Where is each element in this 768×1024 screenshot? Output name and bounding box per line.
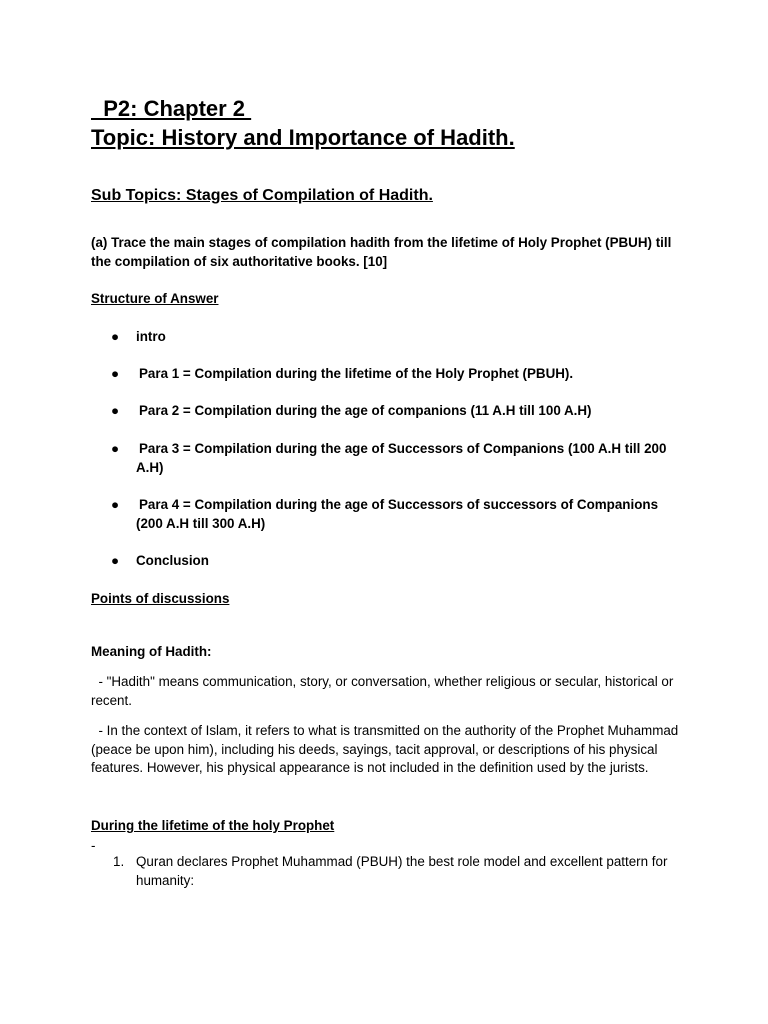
chapter-title: P2: Chapter 2	[91, 96, 252, 121]
structure-item-text: Conclusion	[136, 553, 209, 568]
bullet-icon: ●	[111, 329, 120, 344]
numbered-item	[113, 853, 681, 890]
bullet-icon: ●	[111, 441, 120, 456]
structure-item-text: intro	[136, 329, 166, 344]
bullet-icon: ●	[111, 366, 120, 381]
question-text: (a) Trace the main stages of compilation hadith from the lifetime of Holy Prophet (PBUH) till the compilation of six authoritative books. [10]	[91, 235, 672, 269]
structure-item-text: Para 3 = Compilation during the age of Successors of Companions (100 A.H till 200 A.H)	[136, 441, 667, 475]
structure-item	[111, 327, 681, 346]
item-number: 1.	[113, 854, 125, 869]
structure-item-text: Para 2 = Compilation during the age of companions (11 A.H till 100 A.H)	[139, 403, 592, 418]
bullet-icon: ●	[111, 403, 120, 418]
meaning-paragraph: - "Hadith" means communication, story, or conversation, whether religious or secular, historical or recent.	[91, 674, 678, 708]
structure-item	[111, 364, 681, 383]
structure-item	[111, 551, 681, 570]
item-text: Quran declares Prophet Muhammad (PBUH) the best role model and excellent pattern for humanity:	[136, 854, 668, 888]
meaning-heading: Meaning of Hadith:	[91, 644, 212, 659]
meaning-paragraph: - In the context of Islam, it refers to what is transmitted on the authority of the Prophet Muhammad (peace be upon him), including his deeds, sayings, tacit approval, or descriptions of his physical features. However, his physical appearance is not included in the definition used by the jurists.	[91, 723, 682, 775]
bullet-icon: ●	[111, 553, 120, 568]
sub-topics-heading: Sub Topics: Stages of Compilation of Hadith.	[91, 187, 433, 204]
structure-item-text: Para 4 = Compilation during the age of Successors of successors of Companions (200 A.H till 300 A.H)	[136, 497, 659, 531]
structure-item-text: Para 1 = Compilation during the lifetime of the Holy Prophet (PBUH).	[139, 366, 574, 381]
lifetime-heading: During the lifetime of the holy Prophet	[91, 818, 335, 833]
topic-title: Topic: History and Importance of Hadith.	[91, 125, 515, 150]
structure-item	[111, 401, 681, 420]
structure-item	[111, 495, 681, 533]
bullet-icon: ●	[111, 497, 120, 512]
dash-mark: -	[91, 838, 96, 853]
structure-item	[111, 439, 681, 477]
structure-heading: Structure of Answer	[91, 291, 219, 306]
points-heading: Points of discussions	[91, 591, 230, 606]
